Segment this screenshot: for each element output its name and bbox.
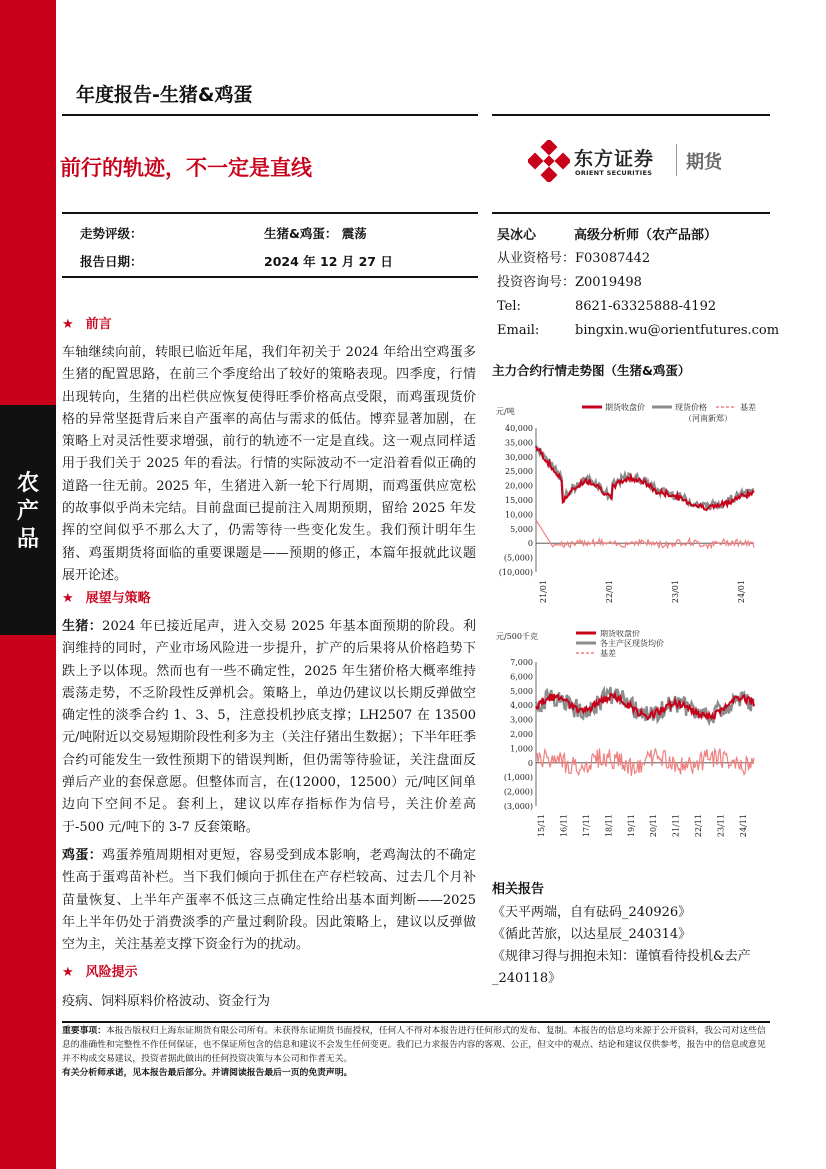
x-tick-label: 22/01 (605, 580, 614, 604)
y-tick-label: 40,000 (505, 424, 533, 433)
y-tick-label: 10,000 (505, 510, 533, 520)
egg-text: 鸡蛋养殖周期相对更短，容易受到成本影响，老鸡淘汰的不确定性高于蛋鸡苗补栏。当下我们倾向于抓住在产存栏较高、过去几个月补苗量恢复、上半年产蛋率不低这三点确定性给出基本面判断——2025 年上半年仍处于消费淡季的产量过剩阶段。因此策略上，建议以反弹做空为主，关注基差支撑下资金行为的扰动。 (62, 848, 476, 953)
meta-rule (62, 276, 478, 278)
y-tick-label: (1,000) (503, 773, 533, 783)
contact-row: 从业资格号：F03087442 (497, 251, 651, 266)
x-tick-label: 24/11 (739, 814, 748, 838)
y-tick-label: 5,000 (510, 686, 533, 696)
x-tick-label: 19/11 (626, 814, 636, 838)
chart2-unit: 元/500千克 (496, 632, 538, 641)
logo-futures: 期货 (686, 152, 722, 173)
y-tick-label: 0 (527, 758, 533, 768)
legend-spot-note: （河南新郑） (684, 414, 732, 423)
egg-label: 鸡蛋： (62, 848, 103, 863)
legend-basis: 基差 (740, 403, 756, 412)
logo-english: ORIENT SECURITIES (575, 169, 653, 177)
x-tick-label: 20/11 (649, 814, 659, 838)
y-tick-label: 15,000 (505, 496, 533, 505)
rating-label: 走势评级： (80, 226, 143, 241)
risk-heading: ★ 风险提示 (62, 965, 138, 980)
legend-spot: 现货价格 (675, 403, 707, 412)
chart1-title: 主力合约行情走势图（生猪&鸡蛋） (492, 363, 691, 378)
y-tick-label: (10,000) (498, 568, 533, 577)
x-tick-label: 21/01 (539, 580, 548, 604)
legend-futures: 期货收盘价 (605, 403, 645, 412)
star-icon: ★ (62, 317, 74, 332)
y-tick-label: 35,000 (505, 438, 533, 448)
y-tick-label: (5,000) (503, 553, 533, 563)
y-tick-label: 6,000 (510, 672, 533, 682)
egg-paragraph (62, 845, 476, 956)
hog-text: 2024 年已接近尾声，进入交易 2025 年基本面预期的阶段。利润维持的同时，产业市场风险进一步提升，扩产的后果将从价格趋势下跌上予以体现。然而也有一些不确定性，2025 年生猪价格大概率维持震荡走势，不乏阶段性反弹机会。策略上，单边仍建议以长期反弹做空确定性的淡季合约 1、3、5，注意投机抄底支撑；LH2507 在 13500 元/吨附近以交易短期阶段性利多为主（关注仔猪出生数据）；下半年旺季合约可能发生一致性预期下的错误判断，但仍需等待验证，关注盘面反弹后产业的套保意愿。但整体而言，在(12000，12500）元/吨区间单边向下空间不足。套利上，建议以库存指标作为信号，关注价差高于-500 元/吨下的 3-7 反套策略。 (62, 619, 476, 835)
y-tick-label: 20,000 (505, 481, 533, 491)
y-tick-label: 30,000 (505, 452, 533, 462)
spot-series-line (536, 445, 754, 510)
related-reports-title: 相关报告 (492, 882, 545, 897)
y-tick-label: 1,000 (510, 744, 533, 754)
y-tick-label: 2,000 (510, 730, 533, 739)
legend-futures: 期货收盘价 (600, 630, 640, 638)
y-tick-label: 7,000 (510, 658, 533, 667)
y-tick-label: (3,000) (503, 802, 533, 811)
disclaimer-key: 重要事项： (62, 1026, 106, 1036)
date-value: 2024 年 12 月 27 日 (264, 254, 393, 269)
star-icon: ★ (62, 965, 74, 980)
top-rule (62, 114, 478, 116)
y-tick-label: 25,000 (505, 467, 533, 477)
contact-row: Tel: 8621-63325888-4192 (497, 299, 717, 314)
hog-price-chart (484, 400, 770, 622)
x-tick-label: 23/11 (716, 814, 726, 838)
y-tick-label: 5,000 (510, 524, 533, 534)
top-rule-right (492, 114, 770, 116)
chart1-unit: 元/吨 (496, 407, 515, 416)
related-reports-list (492, 902, 768, 990)
y-tick-label: (2,000) (503, 787, 533, 797)
contact-row: 投资咨询号：Z0019498 (497, 275, 642, 290)
preface-text: 车轴继续向前，转眼已临近年尾，我们年初关于 2024 年给出空鸡蛋多生猪的配置思路，在前三个季度给出了较好的策略表现。四季度，行情出现转向，生猪的出栏供应恢复使得旺季价格高点受限，而鸡蛋现货价格的异常坚挺背后来自产蛋率的高估与需求的低估。博弈显著加剧，在策略上对灵活性要求增强，前行的轨迹不一定是直线。这一观点同样适用于我们关于 2025 年的看法。行情的实际波动不一定沿着看似正确的道路一往无前。2025 年，生猪进入新一轮下行周期，而鸡蛋供应宽松的故事似乎尚未完结。目前盘面已提前注入周期预期，留给 2025 年发挥的空间似乎不那么大了，仍需等待一些变化发生。我们预计明年生猪、鸡蛋期货将面临的重要课题是——预期的修正，本篇年报就此议题展开论述。 (62, 345, 476, 583)
disclaimer (62, 1024, 770, 1080)
risk-text: 疫病、饲料原料价格波动、资金行为 (62, 994, 271, 1009)
y-tick-label: 0 (527, 539, 533, 549)
basis-series-line (536, 520, 754, 548)
related-report-link[interactable]: 《规律习得与拥抱未知：谨慎看待投机&去产_240118》 (492, 949, 751, 986)
analyst-contact (497, 247, 779, 343)
y-tick-label: 4,000 (510, 701, 533, 711)
disclaimer-text: 本报告版权归上海东证期货有限公司所有。未获得东证期货书面授权，任何人不得对本报告进行任何形式的发布、复制。本报告的信息均来源于公开资料，我公司对这些信息的准确性和完整性不作任何保证，也不保证所包含的信息和建议不会发生任何变更。我们已力求报告内容的客观、公正，但文中的观点、结论和建议仅供参考，报告中的信息或意见并不构成交易建议，投资者据此做出的任何投资决策与本公司和作者无关。 (62, 1026, 766, 1064)
report-title: 前行的轨迹，不一定是直线 (60, 156, 312, 180)
hog-paragraph (62, 616, 476, 839)
date-label: 报告日期： (80, 254, 143, 269)
x-tick-label: 16/11 (559, 814, 569, 838)
preface-heading: ★ 前言 (62, 317, 112, 332)
mid-rule (62, 212, 478, 214)
logo-name: 东方证券 (574, 148, 655, 170)
rating-value: 生猪&鸡蛋： 震荡 (264, 226, 367, 241)
x-tick-label: 18/11 (604, 814, 614, 838)
analyst-title: 高级分析师（农产品部） (574, 228, 718, 243)
mid-rule-right (492, 212, 770, 214)
outlook-heading: ★ 展望与策略 (62, 591, 151, 606)
logo-divider (676, 144, 677, 176)
x-tick-label: 23/01 (671, 580, 680, 604)
x-tick-label: 15/11 (537, 814, 546, 838)
footer-rule (62, 1021, 770, 1023)
disclaimer-note: 有关分析师承诺，见本报告最后部分。并请阅读报告最后一页的免责声明。 (62, 1068, 353, 1078)
x-tick-label: 21/11 (671, 814, 681, 838)
x-tick-label: 17/11 (581, 814, 591, 838)
contact-row[interactable]: Email: bingxin.wu@orientfutures.com (497, 323, 780, 338)
analyst-name: 吴冰心 (497, 228, 537, 243)
x-tick-label: 24/01 (737, 580, 746, 604)
report-type-title: 年度报告-生猪&鸡蛋 (76, 84, 253, 106)
y-tick-label: 3,000 (510, 715, 533, 725)
related-report-link[interactable]: 《天平两端，自有砝码_240926》 (492, 905, 692, 920)
legend-spot: 各主产区现货均价 (600, 639, 664, 648)
legend-basis: 基差 (600, 649, 616, 658)
basis-series-line (536, 748, 754, 776)
egg-price-chart (484, 630, 770, 860)
x-tick-label: 22/11 (694, 814, 704, 838)
related-report-link[interactable]: 《循此苦旅，以达星辰_240314》 (492, 927, 692, 942)
sector-label: 农产品 (16, 471, 39, 552)
logo-mark-icon (528, 140, 570, 182)
company-logo (528, 140, 768, 182)
hog-label: 生猪： (62, 619, 103, 634)
star-icon: ★ (62, 591, 74, 606)
